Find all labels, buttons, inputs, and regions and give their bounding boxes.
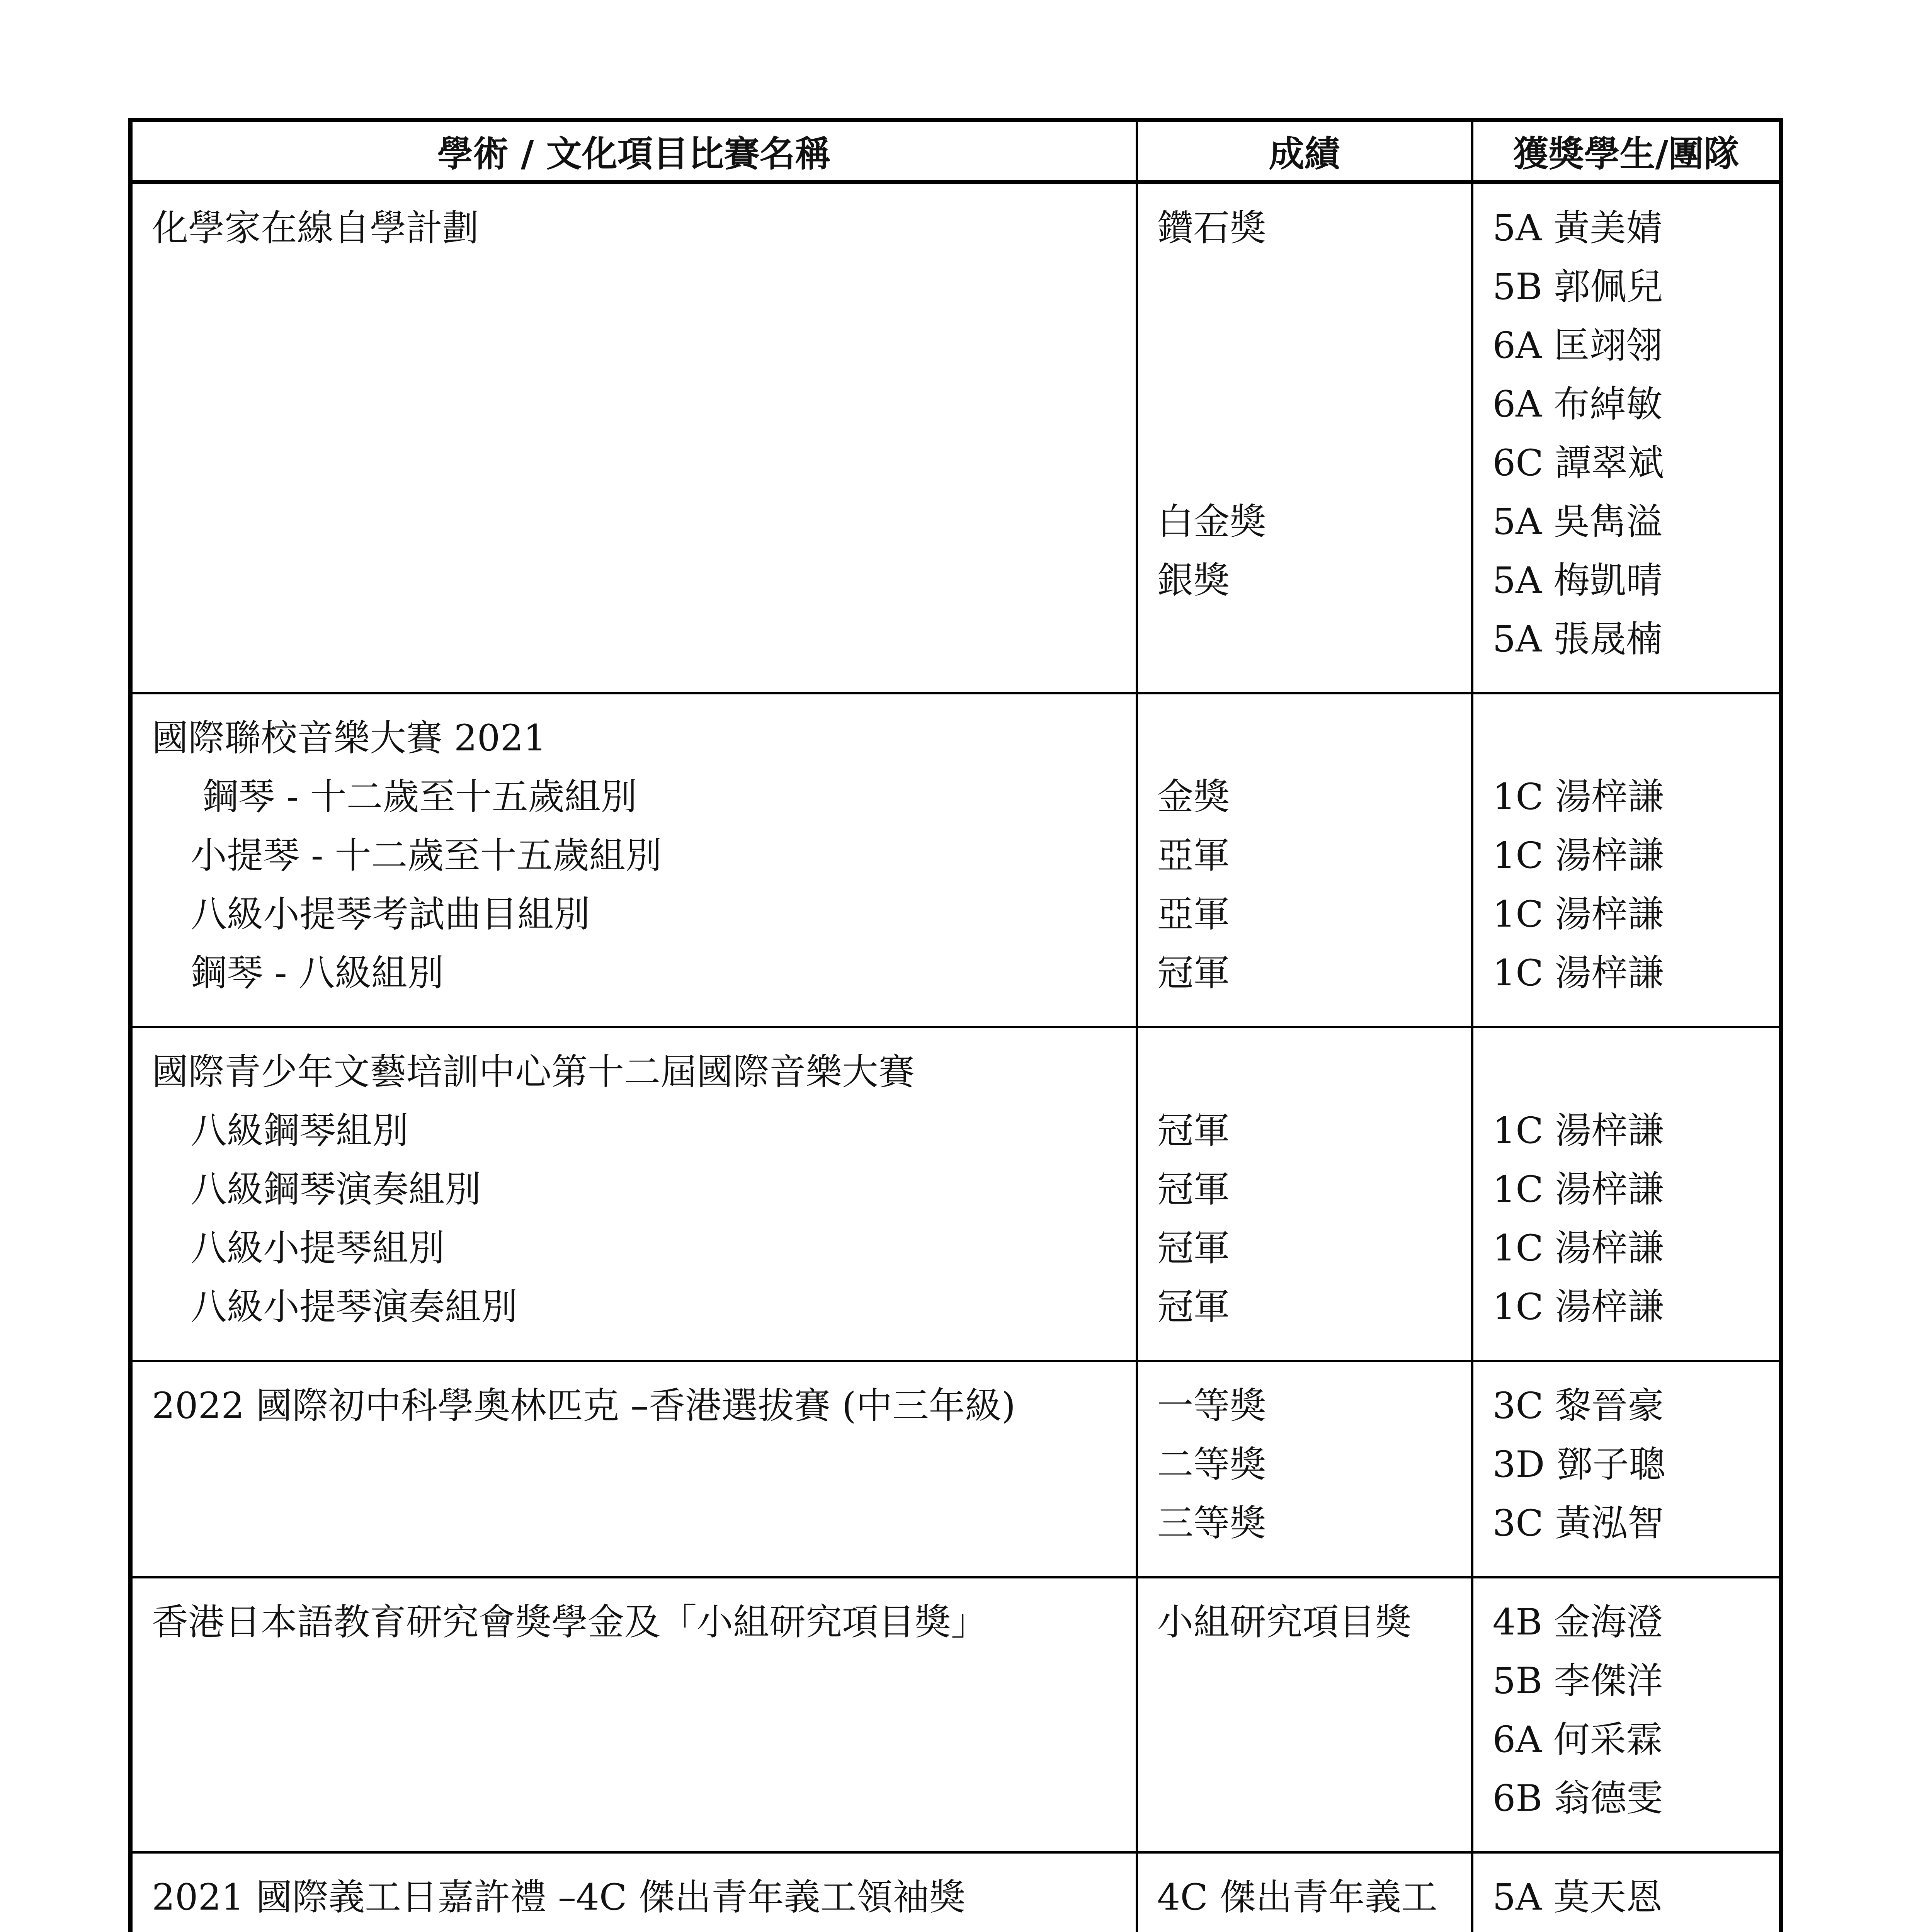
students-cell [1472, 1577, 1781, 1852]
result-cell [1137, 693, 1472, 1027]
students-cell [1472, 1361, 1781, 1577]
result-text: 冠軍 [1157, 1110, 1230, 1152]
student-name: 6B 翁德雯 [1492, 1777, 1663, 1820]
student-name: 4B 金海澄 [1492, 1601, 1663, 1643]
student-name: 1C 湯梓謙 [1492, 952, 1664, 994]
student-name: 1C 湯梓謙 [1492, 1110, 1664, 1152]
table-row [131, 1027, 1781, 1361]
competition-name: 2022 國際初中科學奧林匹克 –香港選拔賽 (中三年級) [152, 1385, 1016, 1427]
competition-category: 八級小提琴演奏組別 [191, 1286, 518, 1328]
result-cell [1137, 1361, 1472, 1577]
competition-cell [131, 1027, 1137, 1361]
competition-cell [131, 693, 1137, 1027]
result-text: 二等獎 [1157, 1444, 1266, 1486]
student-name: 1C 湯梓謙 [1492, 1227, 1664, 1269]
student-name: 1C 湯梓謙 [1492, 1286, 1664, 1328]
result-text: 小組研究項目獎 [1157, 1601, 1412, 1643]
result-text: 銀獎 [1157, 560, 1230, 602]
result-text: 鑽石獎 [1157, 207, 1266, 249]
competition-category: 鋼琴 - 十二歲至十五歲組別 [202, 776, 637, 818]
competition-cell [131, 182, 1137, 694]
student-name: 1C 湯梓謙 [1492, 893, 1664, 935]
result-text: 4C 傑出青年義工 [1157, 1876, 1438, 1918]
header-result: 成績 [1137, 120, 1472, 182]
result-text: 冠軍 [1157, 952, 1230, 994]
header-row [131, 120, 1781, 182]
student-name: 5A 莫天恩 [1492, 1876, 1663, 1918]
table-row [131, 1577, 1781, 1852]
competition-category: 鋼琴 - 八級組別 [191, 952, 444, 994]
competition-name: 國際聯校音樂大賽 2021 [152, 717, 547, 759]
student-name: 3C 黃泓智 [1492, 1502, 1664, 1544]
students-cell [1472, 182, 1781, 694]
table-row [131, 1361, 1781, 1577]
table-row [131, 182, 1781, 694]
student-name: 5A 吳雋溢 [1492, 501, 1663, 543]
student-name: 6A 布綽敏 [1492, 383, 1663, 425]
result-cell [1137, 1852, 1472, 1932]
student-name: 6A 何采霖 [1492, 1719, 1663, 1761]
competition-name: 化學家在線自學計劃 [152, 207, 479, 249]
student-name: 1C 湯梓謙 [1492, 1168, 1664, 1211]
header-competition: 學術 / 文化項目比賽名稱 [131, 120, 1137, 182]
result-text: 亞軍 [1157, 835, 1230, 877]
student-name: 6A 匡翊翎 [1492, 325, 1663, 367]
student-name: 5B 郭佩兒 [1492, 266, 1663, 308]
result-text: 冠軍 [1157, 1168, 1230, 1211]
result-text: 冠軍 [1157, 1227, 1230, 1269]
competition-category: 八級小提琴考試曲目組別 [191, 893, 590, 935]
competition-name: 香港日本語教育研究會獎學金及「小組研究項目獎」 [152, 1601, 988, 1643]
result-text: 三等獎 [1157, 1502, 1266, 1544]
competition-category: 八級小提琴組別 [191, 1227, 445, 1269]
result-text: 亞軍 [1157, 893, 1230, 935]
competition-category: 小提琴 - 十二歲至十五歲組別 [191, 835, 662, 877]
table-row [131, 693, 1781, 1027]
result-text: 冠軍 [1157, 1286, 1230, 1328]
competition-name: 2021 國際義工日嘉許禮 –4C 傑出青年義工領袖獎 [152, 1876, 966, 1918]
students-cell [1472, 1852, 1781, 1932]
result-cell [1137, 1027, 1472, 1361]
result-cell [1137, 1577, 1472, 1852]
competition-category: 八級鋼琴組別 [191, 1110, 409, 1152]
result-text: 金獎 [1157, 776, 1230, 818]
student-name: 3D 鄧子聰 [1492, 1444, 1665, 1486]
student-name: 1C 湯梓謙 [1492, 776, 1664, 818]
awards-table [128, 118, 1783, 1932]
student-name: 6C 譚翠斌 [1492, 442, 1664, 484]
table-row [131, 1852, 1781, 1932]
header-students: 獲獎學生/團隊 [1472, 120, 1781, 182]
students-cell [1472, 1027, 1781, 1361]
competition-cell [131, 1361, 1137, 1577]
student-name: 5A 黃美婧 [1492, 207, 1663, 249]
competition-cell [131, 1577, 1137, 1852]
competition-cell [131, 1852, 1137, 1932]
student-name: 1C 湯梓謙 [1492, 835, 1664, 877]
student-name: 3C 黎晉豪 [1492, 1385, 1664, 1427]
student-name: 5A 梅凱晴 [1492, 560, 1663, 602]
result-cell [1137, 182, 1472, 694]
student-name [1493, 1927, 1779, 1932]
result-text [1157, 1927, 1471, 1932]
result-text: 白金獎 [1157, 501, 1266, 543]
competition-category: 八級鋼琴演奏組別 [191, 1168, 481, 1211]
result-text: 一等獎 [1157, 1385, 1266, 1427]
students-cell [1472, 693, 1781, 1027]
student-name: 5A 張晟楠 [1492, 618, 1663, 660]
competition-name: 國際青少年文藝培訓中心第十二屆國際音樂大賽 [152, 1051, 915, 1093]
student-name: 5B 李傑洋 [1492, 1660, 1663, 1702]
